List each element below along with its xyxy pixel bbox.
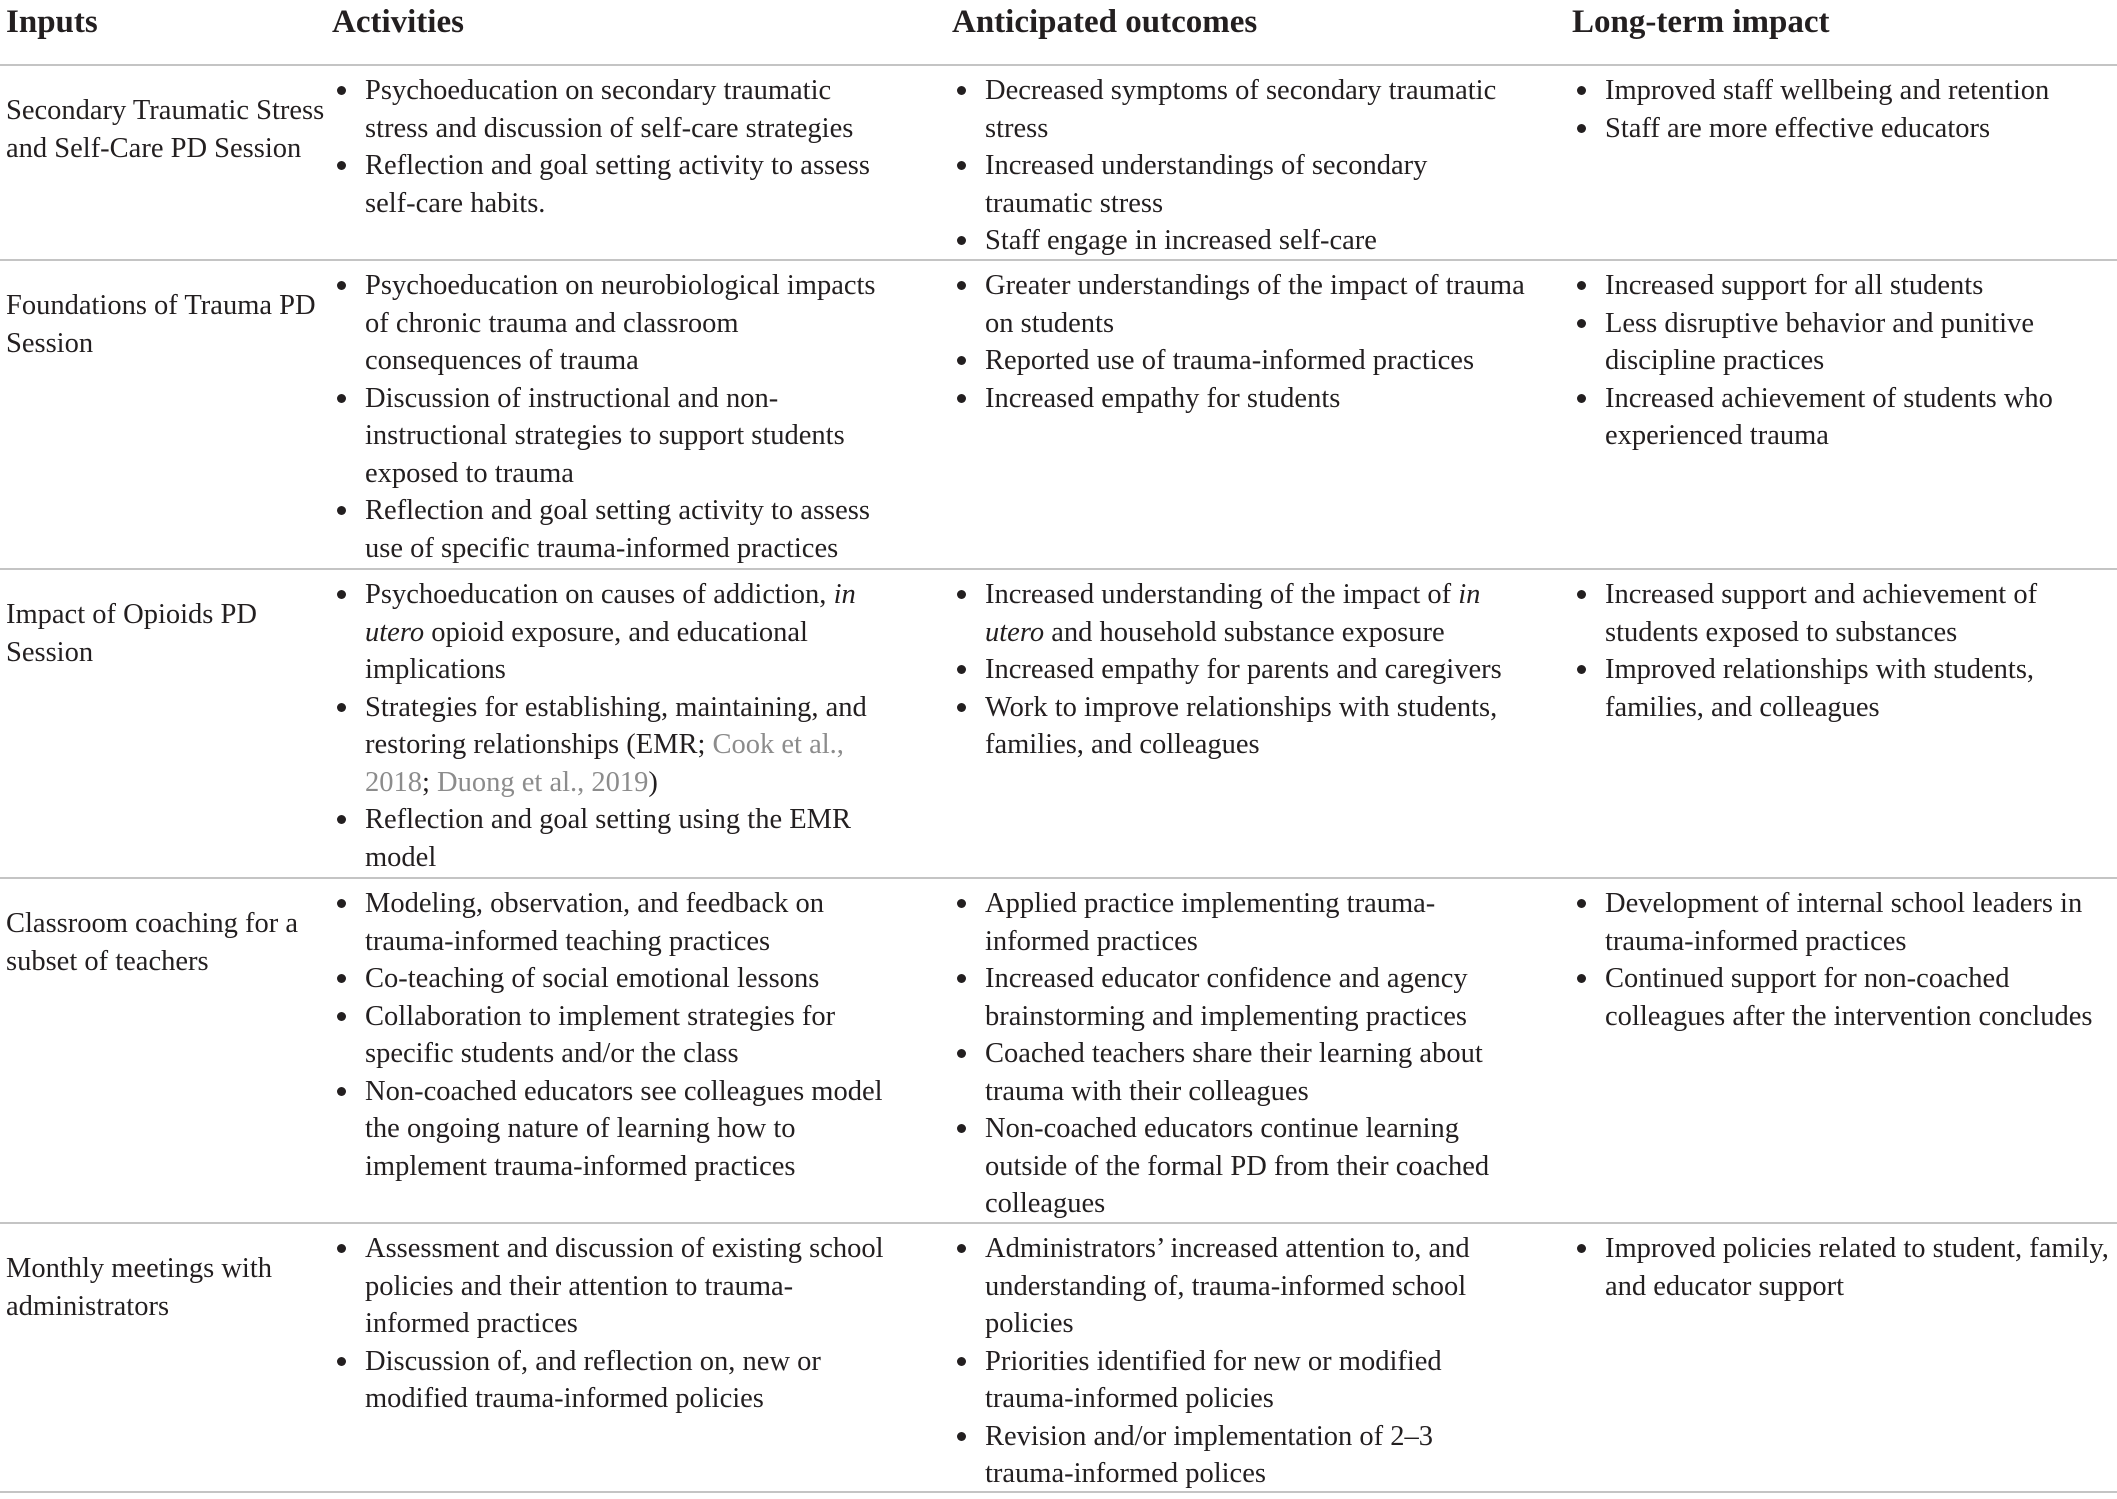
text-span: Psychoeducation on causes of addiction, bbox=[365, 579, 834, 610]
list-item: Increased understandings of secondary traumatic stress bbox=[952, 147, 1526, 222]
list-item: Increased support for all students bbox=[1572, 267, 2111, 305]
list-item: Increased educator confidence and agency brainstorming and implementing practices bbox=[952, 960, 1526, 1035]
list-item: Non-coached educators see colleagues model the ongoing nature of learning how to implement trauma-informed practices bbox=[332, 1073, 886, 1186]
list-item: Development of internal school leaders in trauma-informed practices bbox=[1572, 885, 2111, 960]
list-item: Increased empathy for parents and caregivers bbox=[952, 651, 1526, 689]
list-item: Administrators’ increased attention to, and understanding of, trauma-informed school policies bbox=[952, 1230, 1526, 1343]
impact-cell bbox=[1566, 877, 2117, 1222]
impact-cell bbox=[1566, 1222, 2117, 1493]
impact-cell bbox=[1566, 568, 2117, 877]
text-span: and household substance exposure bbox=[1044, 616, 1445, 648]
list-item: Improved relationships with students, families, and colleagues bbox=[1572, 651, 2111, 726]
outcomes-cell bbox=[946, 64, 1566, 259]
list-item: Reflection and goal setting using the EMR model bbox=[332, 801, 886, 876]
header-outcomes: Anticipated outcomes bbox=[952, 4, 1258, 40]
list-item bbox=[332, 689, 886, 802]
activities-cell bbox=[326, 1222, 946, 1493]
list-item: Collaboration to implement strategies for specific students and/or the class bbox=[332, 998, 886, 1073]
list-item: Priorities identified for new or modified trauma-informed policies bbox=[952, 1343, 1526, 1418]
list-item: Reflection and goal setting activity to assess use of specific trauma-informed practices bbox=[332, 492, 886, 567]
list-item: Modeling, observation, and feedback on trauma-informed teaching practices bbox=[332, 885, 886, 960]
text-span: ) bbox=[648, 766, 658, 798]
list-item: Less disruptive behavior and punitive discipline practices bbox=[1572, 305, 2111, 380]
list-item: Increased empathy for students bbox=[952, 380, 1526, 418]
list-item: Increased achievement of students who experienced trauma bbox=[1572, 380, 2111, 455]
text-span: opioid exposure, and educational implications bbox=[365, 616, 808, 685]
activities-cell bbox=[326, 568, 946, 877]
citation-link[interactable]: Duong et al., 2019 bbox=[437, 766, 649, 798]
header-impact: Long-term impact bbox=[1572, 4, 1830, 40]
activities-cell bbox=[326, 259, 946, 568]
list-item bbox=[952, 576, 1526, 651]
list-item: Revision and/or implementation of 2–3 trauma-informed polices bbox=[952, 1418, 1526, 1493]
list-item: Decreased symptoms of secondary traumatic stress bbox=[952, 72, 1526, 147]
list-item: Discussion of instructional and non-instructional strategies to support students exposed to trauma bbox=[332, 380, 886, 493]
list-item bbox=[332, 576, 886, 689]
outcomes-cell bbox=[946, 877, 1566, 1222]
input-cell: Secondary Traumatic Stress and Self-Care PD Session bbox=[0, 64, 326, 259]
input-cell: Classroom coaching for a subset of teachers bbox=[0, 877, 326, 1222]
input-cell: Foundations of Trauma PD Session bbox=[0, 259, 326, 568]
activities-cell bbox=[326, 877, 946, 1222]
list-item: Reflection and goal setting activity to assess self-care habits. bbox=[332, 147, 886, 222]
list-item: Co-teaching of social emotional lessons bbox=[332, 960, 886, 998]
activities-cell bbox=[326, 64, 946, 259]
outcomes-cell bbox=[946, 1222, 1566, 1493]
list-item: Staff engage in increased self-care bbox=[952, 222, 1526, 259]
list-item: Psychoeducation on secondary traumatic stress and discussion of self-care strategies bbox=[332, 72, 886, 147]
list-item: Work to improve relationships with students, families, and colleagues bbox=[952, 689, 1526, 764]
list-item: Discussion of, and reflection on, new or modified trauma-informed policies bbox=[332, 1343, 886, 1418]
outcomes-cell bbox=[946, 568, 1566, 877]
list-item: Reported use of trauma-informed practices bbox=[952, 342, 1526, 380]
header-activities: Activities bbox=[332, 4, 464, 40]
list-item: Staff are more effective educators bbox=[1572, 110, 2111, 148]
list-item: Non-coached educators continue learning outside of the formal PD from their coached colleagues bbox=[952, 1110, 1526, 1222]
list-item: Greater understandings of the impact of trauma on students bbox=[952, 267, 1526, 342]
text-span: Increased understanding of the impact of bbox=[985, 579, 1459, 610]
impact-cell bbox=[1566, 259, 2117, 568]
list-item: Increased support and achievement of students exposed to substances bbox=[1572, 576, 2111, 651]
text-span: ; bbox=[422, 766, 438, 798]
list-item: Assessment and discussion of existing school policies and their attention to trauma-informed practices bbox=[332, 1230, 886, 1343]
input-cell: Monthly meetings with administrators bbox=[0, 1222, 326, 1493]
header-inputs: Inputs bbox=[6, 4, 98, 40]
list-item: Coached teachers share their learning about trauma with their colleagues bbox=[952, 1035, 1526, 1110]
list-item: Applied practice implementing trauma-informed practices bbox=[952, 885, 1526, 960]
citation-link[interactable]: Cook et al., 2018 bbox=[365, 729, 844, 798]
italic-term: in utero bbox=[985, 579, 1481, 648]
list-item: Psychoeducation on neurobiological impacts of chronic trauma and classroom consequences of trauma bbox=[332, 267, 886, 380]
list-item: Continued support for non-coached colleagues after the intervention concludes bbox=[1572, 960, 2111, 1035]
italic-term: in utero bbox=[365, 579, 856, 648]
outcomes-cell bbox=[946, 259, 1566, 568]
list-item: Improved policies related to student, family, and educator support bbox=[1572, 1230, 2111, 1305]
text-span: Strategies for establishing, maintaining, and restoring relationships (EMR; bbox=[365, 691, 867, 760]
impact-cell bbox=[1566, 64, 2117, 259]
input-cell: Impact of Opioids PD Session bbox=[0, 568, 326, 877]
list-item: Improved staff wellbeing and retention bbox=[1572, 72, 2111, 110]
